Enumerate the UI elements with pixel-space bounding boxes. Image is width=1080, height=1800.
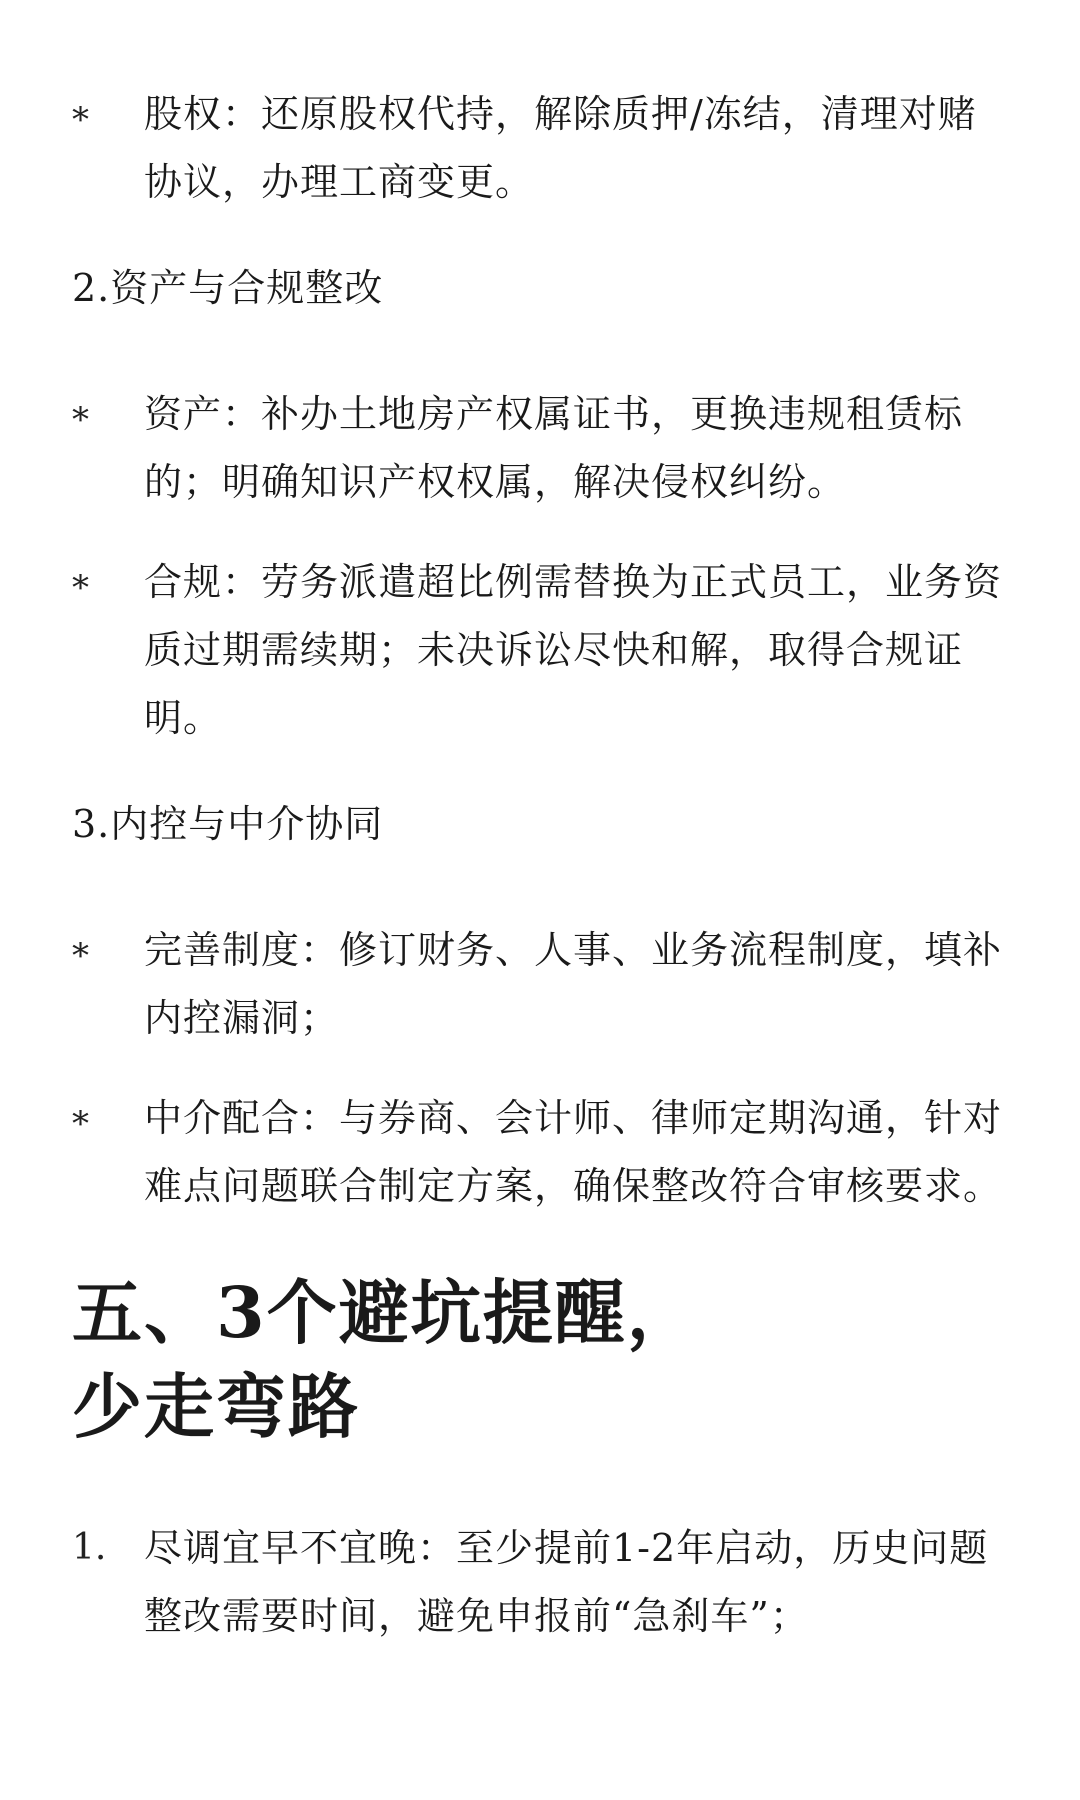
assets-compliance-list [72, 380, 1008, 752]
list-item [72, 80, 1008, 216]
list-item [72, 1514, 1008, 1650]
list-item-text: 完善制度：修订财务、人事、业务流程制度，填补内控漏洞； [144, 928, 1003, 1040]
list-item-text: 合规：劳务派遣超比例需替换为正式员工，业务资质过期需续期；未决诉讼尽快和解，取得合规证明。 [144, 560, 1003, 740]
sub-heading-assets-compliance: 2.资产与合规整改 [72, 266, 384, 310]
internal-control-list [72, 916, 1008, 1220]
section-title [72, 1266, 1008, 1454]
sub-heading-internal-control: 3.内控与中介协同 [72, 802, 384, 846]
bullet-marker: * [72, 100, 89, 140]
section-title-line-2: 少走弯路 [72, 1365, 360, 1448]
list-item-text: 资产：补办土地房产权属证书，更换违规租赁标的；明确知识产权权属，解决侵权纠纷。 [144, 392, 964, 504]
list-item [72, 380, 1008, 516]
number-marker: 1. [72, 1527, 107, 1568]
equity-bullet-list [72, 80, 1008, 216]
list-item-text: 尽调宜早不宜晚：至少提前1-2年启动，历史问题整改需要时间，避免申报前“急刹车”； [144, 1526, 989, 1638]
bullet-marker: * [72, 1104, 89, 1144]
section-title-line-1: 五、3个避坑提醒， [72, 1271, 699, 1354]
bullet-marker: * [72, 568, 89, 608]
list-item-text: 股权：还原股权代持，解除质押/冻结，清理对赌协议，办理工商变更。 [144, 92, 977, 204]
bullet-marker: * [72, 400, 89, 440]
tips-numbered-list [72, 1514, 1008, 1650]
list-item [72, 1084, 1008, 1220]
bullet-marker: * [72, 936, 89, 976]
list-item-text: 中介配合：与券商、会计师、律师定期沟通，针对难点问题联合制定方案，确保整改符合审核要求。 [144, 1096, 1003, 1208]
list-item [72, 916, 1008, 1052]
list-item [72, 548, 1008, 752]
